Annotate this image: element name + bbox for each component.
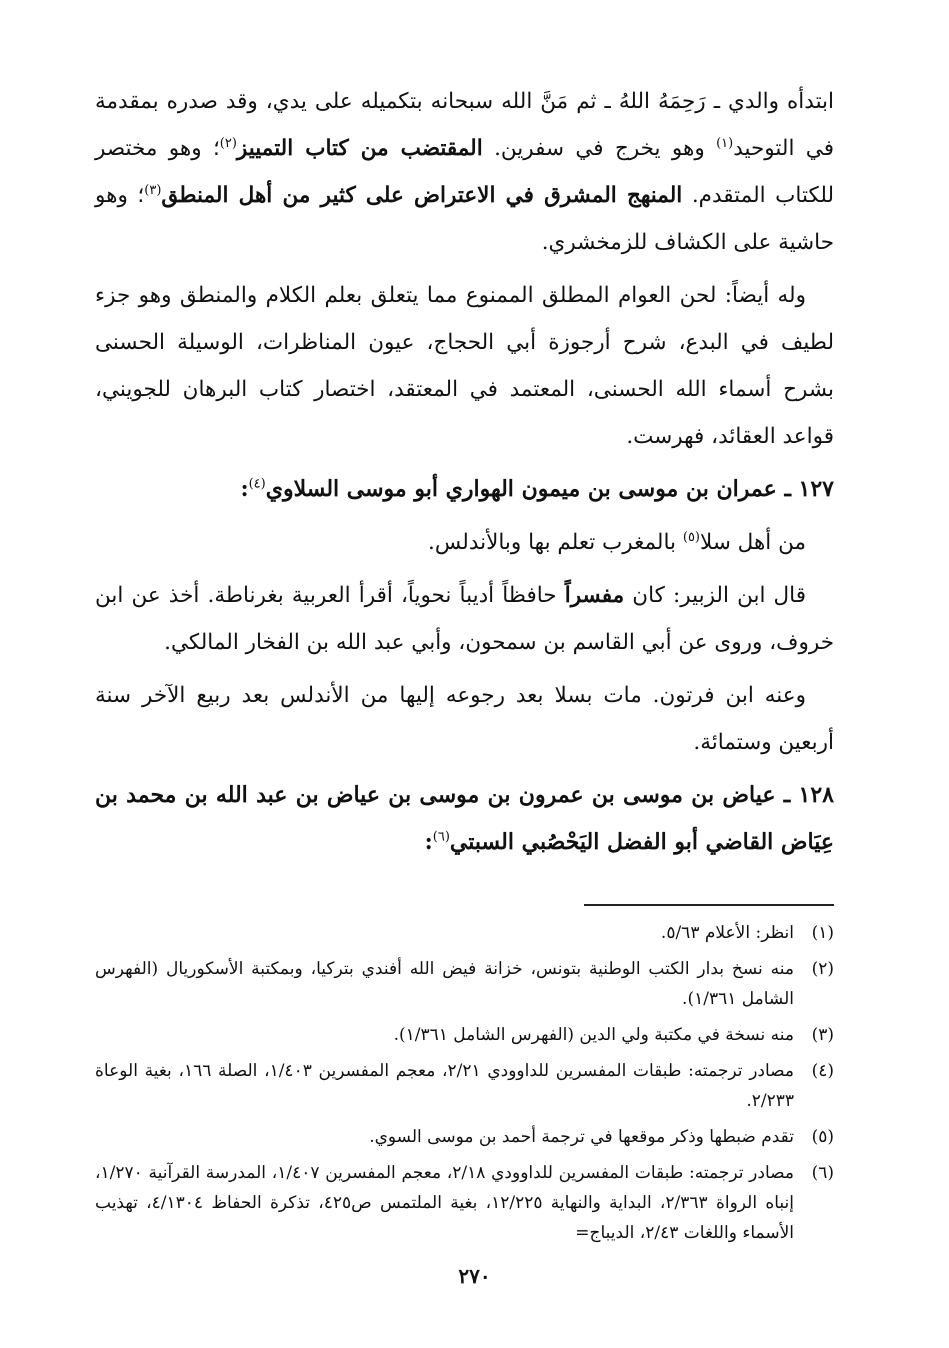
- footnote-item: [95, 954, 834, 1014]
- footnote-item: [95, 1122, 834, 1152]
- footnote-item: [95, 1020, 834, 1050]
- footnote-ref[interactable]: (١): [716, 135, 734, 151]
- entry-heading-127: [95, 466, 834, 513]
- paragraph-death: وعنه ابن فرتون. مات بسلا بعد رجوعه إليها من الأندلس بعد ربيع الآخر سنة أربعين وستمائة.: [95, 683, 834, 755]
- entry-title: ١٢٧ ـ عمران بن موسى بن ميمون الهواري أبو موسى السلاوي: [265, 476, 834, 502]
- text-run: من أهل سلا: [700, 530, 806, 555]
- footnotes-section: [95, 918, 834, 1248]
- footnote-ref[interactable]: (٣): [144, 182, 162, 198]
- paragraph-ibn-zubayr: [95, 572, 834, 666]
- footnote-item: [95, 918, 834, 948]
- text-run: حافظاً أديباً نحوياً، أقرأ العربية بغرناطة. أخذ عن ابن خروف، وروى عن أبي القاسم بن سمحون، وأبي عبد الله بن الفخار المالكي.: [95, 583, 834, 655]
- footnote-ref[interactable]: (٤): [248, 476, 266, 492]
- text-run: قال ابن الزبير: كان: [624, 583, 807, 608]
- footnote-ref[interactable]: (٢): [219, 135, 237, 151]
- footnote-ref[interactable]: (٥): [682, 529, 700, 545]
- text-run: :: [240, 476, 249, 502]
- footnote-item: [95, 1158, 834, 1248]
- footnote-separator: [584, 904, 834, 906]
- text-run: ؛ وهو حاشية على الكشاف للزمخشري.: [95, 183, 834, 255]
- book-title: المقتضب من كتاب التمييز: [236, 136, 483, 161]
- text-run: بالمغرب تعلم بها وبالأندلس.: [428, 530, 683, 555]
- text-run: ابتدأه والدي ـ: [705, 89, 835, 114]
- footnote-text: تقدم ضبطها وذكر موقعها في ترجمة أحمد بن موسى السوي.: [369, 1127, 794, 1147]
- footnote-text: مصادر ترجمته: طبقات المفسرين للداوودي ٢/١٨، معجم المفسرين ١/٤٠٧، المدرسة القرآنية ١/٢٧٠، إنباه الرواة ٢/٣٦٣، البداية والنهاية ١٢/٢٢٥، بغية الملتمس ص٤٢٥، تذكرة الحفاظ ٤/١٣٠٤، تهذيب الأسماء واللغات ٢/٤٣، الديباج=: [95, 1163, 794, 1243]
- text-run: ـ ثم مَنَّ الله سبحانه بتكميله على يدي، وقد صدره بمقدمة في التوحيد: [95, 89, 834, 161]
- honorific-glyph: رَحِمَهُ اللهُ: [618, 89, 706, 114]
- footnote-number: (٣): [811, 1025, 834, 1045]
- page-number: ٢٧٠: [458, 1264, 491, 1288]
- footnote-number: (٢): [811, 959, 834, 979]
- footnote-number: (١): [811, 923, 834, 943]
- entry-heading-128: [95, 772, 834, 866]
- footnote-text: انظر: الأعلام ٥/٦٣.: [660, 923, 794, 943]
- footnote-number: (٥): [811, 1127, 834, 1147]
- footnote-number: (٤): [811, 1061, 834, 1081]
- paragraph-works-2: وله أيضاً: لحن العوام المطلق الممنوع مما يتعلق بعلم الكلام والمنطق وهو جزء لطيف في البدع، شرح أرجوزة أبي الحجاج، عيون المناظرات، الوسيلة الحسنى بشرح أسماء الله الحسنى، المعتمد في المعتقد، اختصار كتاب البرهان للجويني، قواعد العقائد، فهرست.: [95, 283, 834, 449]
- book-title: المنهج المشرق في الاعتراض على كثير من أهل المنطق: [161, 183, 683, 208]
- footnote-text: منه نسخة في مكتبة ولي الدين (الفهرس الشامل ١/٣٦١).: [393, 1025, 794, 1045]
- footnote-ref[interactable]: (٦): [432, 829, 450, 845]
- entry-title: ١٢٨ ـ عياض بن موسى بن عمرون بن موسى بن عياض بن عبد الله بن محمد بن عِيَاض القاضي أبو الفضل اليَحْصُبي السبتي: [95, 782, 834, 855]
- footnote-number: (٦): [811, 1163, 834, 1183]
- text-run: وهو يخرج في سفرين.: [482, 136, 717, 161]
- paragraph-works-1: [95, 78, 834, 266]
- text-run: ؛ وهو مختصر للكتاب المتقدم.: [95, 136, 834, 208]
- text-run: :: [424, 829, 433, 855]
- emphasis-word: مفسراً: [564, 583, 625, 608]
- footnote-text: منه نسخ بدار الكتب الوطنية بتونس، خزانة فيض الله أفندي بتركيا، وبمكتبة الأسكوريال (الفهرس الشامل ١/٣٦١).: [95, 959, 794, 1009]
- footnote-item: [95, 1056, 834, 1116]
- footnote-text: مصادر ترجمته: طبقات المفسرين للداوودي ٢/٢١، معجم المفسرين ١/٤٠٣، الصلة ١٦٦، بغية الوعاة ٢/٢٣٣.: [95, 1061, 794, 1111]
- paragraph-origin: [95, 519, 834, 566]
